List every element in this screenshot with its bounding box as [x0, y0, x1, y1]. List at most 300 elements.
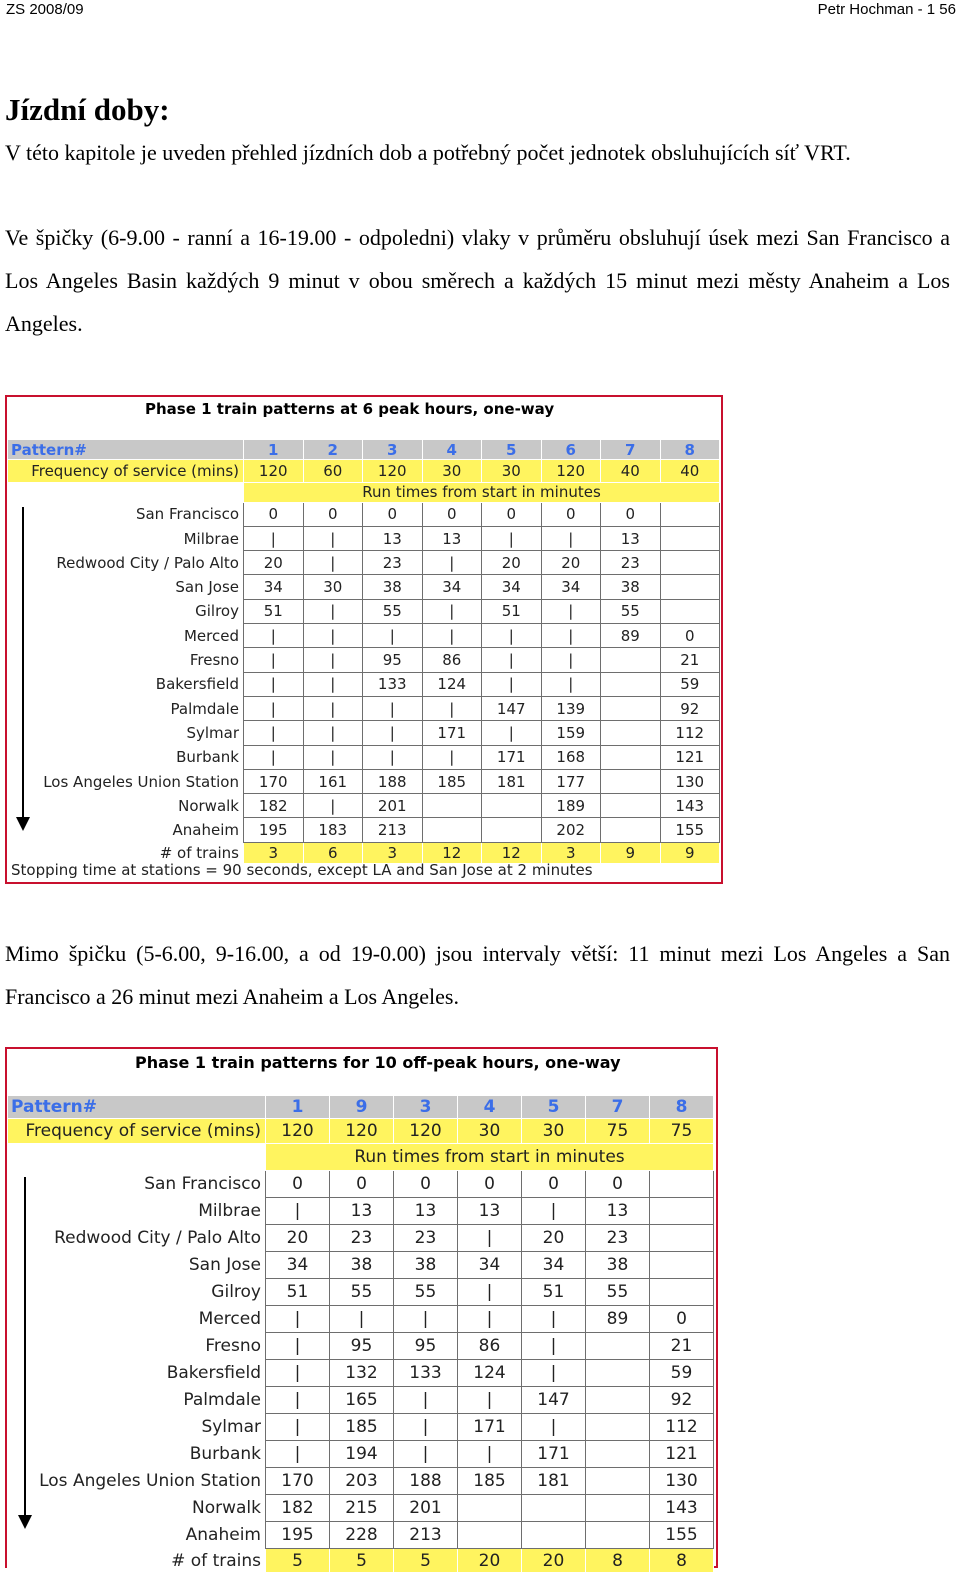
- table-row: [8, 1414, 714, 1441]
- run-time-cell: 20: [482, 551, 542, 575]
- station-name: San Jose: [188, 1255, 261, 1275]
- run-time-cell: 20: [266, 1225, 330, 1252]
- run-time-cell: |: [363, 721, 423, 745]
- page-header: [0, 0, 960, 20]
- table-row: [8, 1441, 714, 1468]
- run-time-cell: 51: [522, 1279, 586, 1306]
- run-time-cell: |: [482, 526, 542, 550]
- run-time-cell: 13: [601, 526, 661, 550]
- run-time-cell: 130: [660, 769, 720, 793]
- run-time-cell: 38: [363, 575, 423, 599]
- run-time-cell: |: [363, 745, 423, 769]
- table-row: [8, 599, 720, 623]
- run-time-cell: 195: [244, 818, 304, 842]
- station-name: Milbrae: [198, 1201, 261, 1221]
- trains-label: # of trains: [8, 842, 244, 863]
- run-time-cell: |: [303, 551, 363, 575]
- run-time-cell: 34: [482, 575, 542, 599]
- run-time-cell: 171: [422, 721, 482, 745]
- table-row: [8, 672, 720, 696]
- run-time-cell: 0: [422, 502, 482, 526]
- pattern-number: 9: [330, 1096, 394, 1119]
- run-time-cell: [586, 1360, 650, 1387]
- trains-count: 8: [650, 1549, 714, 1573]
- run-time-cell: [601, 696, 661, 720]
- run-time-cell: 38: [601, 575, 661, 599]
- run-time-cell: 92: [660, 696, 720, 720]
- run-time-cell: 51: [244, 599, 304, 623]
- header-author-page: Petr Hochman - 1 56: [817, 1, 956, 18]
- frequency-value: 40: [601, 460, 661, 482]
- table-row: [8, 721, 720, 745]
- run-time-cell: |: [541, 599, 601, 623]
- run-time-cell: 0: [482, 502, 542, 526]
- run-time-cell: 195: [266, 1522, 330, 1549]
- trains-count: 20: [522, 1549, 586, 1573]
- run-time-cell: |: [422, 696, 482, 720]
- station-name: Los Angeles Union Station: [43, 772, 239, 791]
- station-name: Anaheim: [172, 820, 239, 839]
- peak-paragraph: Ve špičky (6-9.00 - ranní a 16-19.00 - odpoledni) vlaky v průměru obsluhují úsek mezi San Francisco a Los Angeles Basin každých 9 minut v obou směrech a každých 15 minut mezi městy Anaheim a Los Angeles.: [5, 225, 950, 336]
- run-time-cell: 188: [363, 769, 423, 793]
- run-time-cell: |: [522, 1198, 586, 1225]
- run-time-cell: |: [244, 672, 304, 696]
- run-time-cell: 168: [541, 745, 601, 769]
- run-time-cell: 189: [541, 794, 601, 818]
- offpeak-table-caption: Phase 1 train patterns for 10 off-peak hours, one-way: [135, 1053, 621, 1072]
- trains-count: 9: [660, 842, 720, 863]
- table-row: [8, 575, 720, 599]
- run-time-cell: |: [522, 1414, 586, 1441]
- run-time-cell: 155: [660, 818, 720, 842]
- run-time-cell: [586, 1333, 650, 1360]
- run-time-cell: 21: [660, 648, 720, 672]
- run-time-cell: 34: [541, 575, 601, 599]
- run-time-cell: [482, 818, 542, 842]
- trains-count: 9: [601, 842, 661, 863]
- run-time-cell: [522, 1495, 586, 1522]
- frequency-value: 120: [363, 460, 423, 482]
- station-name: Fresno: [189, 651, 239, 670]
- station-name: Fresno: [205, 1336, 261, 1356]
- run-time-cell: [660, 599, 720, 623]
- run-time-cell: 170: [244, 769, 304, 793]
- run-time-cell: [650, 1279, 714, 1306]
- run-time-cell: 133: [394, 1360, 458, 1387]
- run-time-cell: 34: [266, 1252, 330, 1279]
- frequency-value: 40: [660, 460, 720, 482]
- station-name: Redwood City / Palo Alto: [56, 553, 239, 572]
- table-row: [8, 1198, 714, 1225]
- run-time-cell: 177: [541, 769, 601, 793]
- run-time-cell: 147: [522, 1387, 586, 1414]
- run-time-cell: 112: [660, 721, 720, 745]
- run-time-cell: [586, 1414, 650, 1441]
- pattern-label: Pattern#: [8, 1096, 266, 1119]
- pattern-number: 1: [266, 1096, 330, 1119]
- run-time-cell: |: [244, 745, 304, 769]
- run-time-cell: [586, 1441, 650, 1468]
- pattern-number: 1: [244, 440, 304, 460]
- run-time-cell: |: [303, 526, 363, 550]
- run-time-cell: 95: [394, 1333, 458, 1360]
- run-time-cell: 38: [330, 1252, 394, 1279]
- run-time-cell: |: [303, 624, 363, 648]
- run-time-cell: |: [422, 551, 482, 575]
- run-time-cell: 13: [586, 1198, 650, 1225]
- run-time-cell: 55: [363, 599, 423, 623]
- header-semester: ZS 2008/09: [6, 1, 84, 18]
- run-time-cell: [586, 1522, 650, 1549]
- table-row: [8, 1360, 714, 1387]
- run-time-cell: 13: [363, 526, 423, 550]
- run-time-cell: 30: [303, 575, 363, 599]
- run-time-cell: |: [522, 1333, 586, 1360]
- run-times-header: Run times from start in minutes: [244, 482, 720, 502]
- run-time-cell: 20: [541, 551, 601, 575]
- run-time-cell: 183: [303, 818, 363, 842]
- run-time-cell: |: [458, 1441, 522, 1468]
- station-name: Burbank: [176, 748, 239, 767]
- run-time-cell: |: [244, 696, 304, 720]
- run-time-cell: 143: [660, 794, 720, 818]
- trains-count: 12: [482, 842, 542, 863]
- station-name: Bakersfield: [155, 675, 239, 694]
- run-time-cell: 89: [601, 624, 661, 648]
- trains-count: 8: [586, 1549, 650, 1573]
- station-name: Milbrae: [183, 529, 239, 548]
- run-time-cell: 215: [330, 1495, 394, 1522]
- run-time-cell: |: [303, 599, 363, 623]
- run-time-cell: [660, 551, 720, 575]
- run-time-cell: 171: [522, 1441, 586, 1468]
- station-name: Merced: [183, 626, 239, 645]
- run-time-cell: |: [394, 1441, 458, 1468]
- pattern-number: 8: [660, 440, 720, 460]
- run-time-cell: |: [522, 1306, 586, 1333]
- run-time-cell: 213: [363, 818, 423, 842]
- run-time-cell: |: [482, 721, 542, 745]
- station-name: Palmdale: [183, 1390, 261, 1410]
- run-time-cell: |: [458, 1306, 522, 1333]
- run-time-cell: 161: [303, 769, 363, 793]
- peak-table-caption: Phase 1 train patterns at 6 peak hours, one-way: [145, 400, 555, 418]
- run-time-cell: 55: [586, 1279, 650, 1306]
- frequency-value: 120: [541, 460, 601, 482]
- table-row: [8, 1468, 714, 1495]
- run-time-cell: 23: [363, 551, 423, 575]
- run-time-cell: 188: [394, 1468, 458, 1495]
- table-row: [8, 769, 720, 793]
- run-time-cell: |: [330, 1306, 394, 1333]
- run-time-cell: 121: [650, 1441, 714, 1468]
- station-name: Merced: [198, 1309, 261, 1329]
- pattern-number: 5: [522, 1096, 586, 1119]
- table-row: [8, 794, 720, 818]
- trains-count: 3: [363, 842, 423, 863]
- frequency-value: 30: [458, 1119, 522, 1144]
- frequency-value: 75: [650, 1119, 714, 1144]
- table-row: [8, 551, 720, 575]
- frequency-value: 60: [303, 460, 363, 482]
- frequency-value: 120: [394, 1119, 458, 1144]
- run-time-cell: 147: [482, 696, 542, 720]
- run-time-cell: |: [266, 1198, 330, 1225]
- run-time-cell: |: [394, 1306, 458, 1333]
- run-time-cell: 23: [601, 551, 661, 575]
- run-time-cell: 0: [303, 502, 363, 526]
- run-time-cell: [522, 1522, 586, 1549]
- trains-label: # of trains: [8, 1549, 266, 1573]
- run-time-cell: 201: [363, 794, 423, 818]
- run-time-cell: |: [363, 696, 423, 720]
- run-time-cell: 0: [458, 1171, 522, 1198]
- run-time-cell: |: [482, 624, 542, 648]
- frequency-value: 120: [330, 1119, 394, 1144]
- run-time-cell: |: [266, 1360, 330, 1387]
- run-time-cell: |: [422, 624, 482, 648]
- stopping-time-note: Stopping time at stations = 90 seconds, except LA and San Jose at 2 minutes: [11, 861, 593, 879]
- run-time-cell: 86: [422, 648, 482, 672]
- run-time-cell: 194: [330, 1441, 394, 1468]
- run-time-cell: 34: [522, 1252, 586, 1279]
- run-time-cell: 0: [330, 1171, 394, 1198]
- station-name: Gilroy: [211, 1282, 261, 1302]
- run-time-cell: |: [303, 648, 363, 672]
- table-row: [8, 818, 720, 842]
- run-time-cell: |: [458, 1279, 522, 1306]
- table-row: [8, 745, 720, 769]
- run-time-cell: |: [422, 745, 482, 769]
- direction-arrow: [22, 507, 24, 819]
- run-time-cell: 92: [650, 1387, 714, 1414]
- table-row: [8, 1387, 714, 1414]
- frequency-value: 120: [244, 460, 304, 482]
- run-time-cell: [458, 1495, 522, 1522]
- frequency-label: Frequency of service (mins): [8, 460, 244, 482]
- run-time-cell: 124: [422, 672, 482, 696]
- run-time-cell: |: [266, 1333, 330, 1360]
- table-row: [8, 1306, 714, 1333]
- run-time-cell: 202: [541, 818, 601, 842]
- run-time-cell: |: [266, 1414, 330, 1441]
- run-time-cell: 182: [244, 794, 304, 818]
- run-time-cell: 159: [541, 721, 601, 745]
- run-time-cell: 155: [650, 1522, 714, 1549]
- run-time-cell: [650, 1171, 714, 1198]
- station-name: Redwood City / Palo Alto: [54, 1228, 261, 1248]
- run-time-cell: 20: [244, 551, 304, 575]
- run-time-cell: 132: [330, 1360, 394, 1387]
- frequency-value: 30: [422, 460, 482, 482]
- run-label-spacer: [8, 1144, 266, 1171]
- run-time-cell: 112: [650, 1414, 714, 1441]
- run-time-cell: [660, 502, 720, 526]
- run-time-cell: |: [303, 745, 363, 769]
- run-time-cell: [586, 1495, 650, 1522]
- run-time-cell: 165: [330, 1387, 394, 1414]
- run-time-cell: 121: [660, 745, 720, 769]
- table-row: [8, 1225, 714, 1252]
- frequency-value: 75: [586, 1119, 650, 1144]
- run-time-cell: 23: [330, 1225, 394, 1252]
- run-time-cell: 95: [363, 648, 423, 672]
- run-time-cell: [650, 1225, 714, 1252]
- station-name: San Francisco: [144, 1174, 261, 1194]
- peak-patterns-table: [5, 395, 723, 884]
- pattern-number: 4: [458, 1096, 522, 1119]
- run-time-cell: 0: [244, 502, 304, 526]
- pattern-number: 2: [303, 440, 363, 460]
- table-row: [8, 648, 720, 672]
- frequency-value: 120: [266, 1119, 330, 1144]
- table-row: [8, 1333, 714, 1360]
- station-name: Palmdale: [170, 699, 239, 718]
- run-time-cell: 201: [394, 1495, 458, 1522]
- trains-count: 5: [266, 1549, 330, 1573]
- run-time-cell: |: [266, 1306, 330, 1333]
- run-time-cell: [660, 575, 720, 599]
- run-time-cell: 0: [266, 1171, 330, 1198]
- run-time-cell: |: [541, 672, 601, 696]
- table-row: [8, 1171, 714, 1198]
- run-time-cell: |: [541, 526, 601, 550]
- run-time-cell: 182: [266, 1495, 330, 1522]
- table-row: [8, 526, 720, 550]
- run-time-cell: [482, 794, 542, 818]
- run-time-cell: |: [394, 1387, 458, 1414]
- run-time-cell: 21: [650, 1333, 714, 1360]
- station-name: Anaheim: [185, 1524, 261, 1545]
- run-time-cell: |: [458, 1225, 522, 1252]
- station-name: Norwalk: [178, 796, 239, 815]
- station-name: San Francisco: [135, 505, 239, 524]
- run-time-cell: [601, 794, 661, 818]
- pattern-number: 7: [586, 1096, 650, 1119]
- run-time-cell: 185: [458, 1468, 522, 1495]
- run-time-cell: 139: [541, 696, 601, 720]
- run-time-cell: 0: [394, 1171, 458, 1198]
- run-time-cell: 23: [394, 1225, 458, 1252]
- run-time-cell: |: [303, 794, 363, 818]
- run-time-cell: 23: [586, 1225, 650, 1252]
- run-time-cell: |: [482, 672, 542, 696]
- run-time-cell: 170: [266, 1468, 330, 1495]
- direction-arrow: [24, 1177, 26, 1517]
- run-time-cell: |: [266, 1441, 330, 1468]
- run-time-cell: 143: [650, 1495, 714, 1522]
- frequency-value: 30: [522, 1119, 586, 1144]
- station-name: Burbank: [189, 1444, 261, 1464]
- pattern-label: Pattern#: [8, 440, 244, 460]
- offpeak-paragraph: Mimo špičku (5-6.00, 9-16.00, a od 19-0.00) jsou intervaly větší: 11 minut mezi Los Angeles a San Francisco a 26 minut mezi Anaheim a Los Angeles.: [5, 941, 950, 1009]
- run-time-cell: 228: [330, 1522, 394, 1549]
- run-time-cell: |: [394, 1414, 458, 1441]
- run-time-cell: [601, 672, 661, 696]
- run-time-cell: |: [303, 672, 363, 696]
- run-time-cell: [458, 1522, 522, 1549]
- run-time-cell: 0: [660, 624, 720, 648]
- run-time-cell: [601, 769, 661, 793]
- run-time-cell: 89: [586, 1306, 650, 1333]
- trains-count: 3: [541, 842, 601, 863]
- direction-arrowhead-icon: [18, 1515, 32, 1529]
- pattern-number: 6: [541, 440, 601, 460]
- run-time-cell: |: [244, 648, 304, 672]
- run-time-cell: 0: [650, 1306, 714, 1333]
- run-time-cell: 34: [458, 1252, 522, 1279]
- run-time-cell: 130: [650, 1468, 714, 1495]
- run-time-cell: 20: [522, 1225, 586, 1252]
- run-time-cell: 55: [330, 1279, 394, 1306]
- run-time-cell: 185: [422, 769, 482, 793]
- table-row: [8, 1252, 714, 1279]
- run-time-cell: |: [303, 696, 363, 720]
- intro-paragraph: V této kapitole je uveden přehled jízdních dob a potřebný počet jednotek obsluhujících síť VRT.: [5, 140, 851, 165]
- pattern-number: 3: [363, 440, 423, 460]
- station-name: Sylmar: [201, 1417, 261, 1437]
- run-time-cell: 34: [422, 575, 482, 599]
- run-time-cell: [601, 818, 661, 842]
- station-name: San Jose: [175, 578, 239, 597]
- run-time-cell: 185: [330, 1414, 394, 1441]
- run-time-cell: [586, 1468, 650, 1495]
- run-time-cell: [660, 526, 720, 550]
- run-time-cell: 59: [650, 1360, 714, 1387]
- run-time-cell: 13: [394, 1198, 458, 1225]
- table-row: [8, 696, 720, 720]
- run-times-header: Run times from start in minutes: [266, 1144, 714, 1171]
- run-time-cell: 213: [394, 1522, 458, 1549]
- run-time-cell: 171: [458, 1414, 522, 1441]
- run-time-cell: |: [522, 1360, 586, 1387]
- run-time-cell: [601, 721, 661, 745]
- frequency-label: Frequency of service (mins): [8, 1119, 266, 1144]
- run-time-cell: [601, 745, 661, 769]
- table-row: [8, 1495, 714, 1522]
- run-time-cell: 51: [266, 1279, 330, 1306]
- table-row: [8, 624, 720, 648]
- run-time-cell: 86: [458, 1333, 522, 1360]
- run-time-cell: 0: [601, 502, 661, 526]
- run-time-cell: 34: [244, 575, 304, 599]
- run-time-cell: 0: [586, 1171, 650, 1198]
- trains-count: 5: [394, 1549, 458, 1573]
- run-label-spacer: [8, 482, 244, 502]
- pattern-number: 7: [601, 440, 661, 460]
- table-row: [8, 1279, 714, 1306]
- table-row: [8, 1522, 714, 1549]
- trains-count: 12: [422, 842, 482, 863]
- station-name: Sylmar: [186, 723, 239, 742]
- pattern-number: 5: [482, 440, 542, 460]
- station-name: Bakersfield: [166, 1363, 261, 1383]
- run-time-cell: 133: [363, 672, 423, 696]
- run-time-cell: 38: [586, 1252, 650, 1279]
- pattern-number: 4: [422, 440, 482, 460]
- offpeak-patterns-table: [5, 1047, 718, 1571]
- run-time-cell: 51: [482, 599, 542, 623]
- station-name: Los Angeles Union Station: [39, 1471, 261, 1491]
- run-time-cell: |: [266, 1387, 330, 1414]
- run-time-cell: |: [303, 721, 363, 745]
- run-time-cell: |: [458, 1387, 522, 1414]
- trains-count: 20: [458, 1549, 522, 1573]
- run-time-cell: 124: [458, 1360, 522, 1387]
- run-time-cell: 181: [482, 769, 542, 793]
- station-name: Gilroy: [195, 602, 239, 621]
- run-time-cell: 0: [541, 502, 601, 526]
